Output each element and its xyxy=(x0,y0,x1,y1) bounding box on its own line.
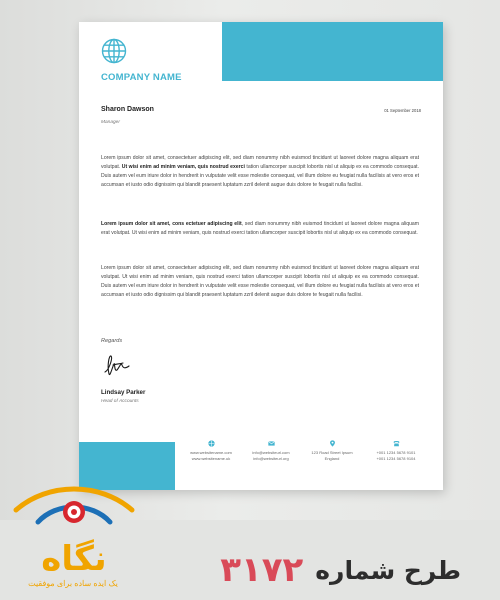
header-accent-band xyxy=(222,22,443,81)
contact-phone xyxy=(365,440,427,462)
paragraph-bold-text: Lorem ipsum dolor sit amet, cons ectetuer adipiscing elit xyxy=(101,221,242,227)
logo-wordmark: نگاه xyxy=(41,539,107,579)
design-word: طرح شماره xyxy=(315,555,461,585)
body-paragraph-3: Lorem ipsum dolor sit amet, consectetuer adipiscing elit, sed diam nonummy nibh euismod tincidunt ut laoreet dolore magna aliquam erat volutpat. Ut wisi enim ad minim veniam, quis nostrud exerci tation ullamcorper suscipit lobortis nisl ut aliquip ex ea commodo consequat. Duis autem vel eum iriure dolor in hendrerit in vulputate velit esse molestie consequat, vel illum dolore eu feugiat nulla facilisis at vero eros et accumsan et iusto odio dignissim qui blandit praesent luptatum zzril delenit augue duis dolore te feugait nulla facilisi. xyxy=(101,265,419,298)
contact-line: info@websiteurl.org xyxy=(253,456,289,461)
contact-web xyxy=(180,440,242,462)
sender-role: Manager xyxy=(101,120,120,125)
body-paragraph-1 xyxy=(101,154,419,190)
paragraph-text: tation ullamcorper suscipit lobortis nisl ut aliquip ex ea commodo consequat. Duis autem vel eum iriure dolor in hendrerit in vulputate velit esse molestie consequat, vel illum dolore eu feugiat nulla facilisis at vero eros et accumsan et iusto odio dignissim qui blandit praesent luptatum zzril delenit augue duis dolore te feugait nulla facilisi. xyxy=(101,163,420,188)
contact-email xyxy=(240,440,302,462)
body-paragraph-2 xyxy=(101,220,419,238)
email-icon xyxy=(268,440,275,447)
paragraph-text: Lorem ipsum dolor sit amet, consectetuer adipiscing elit, sed diam nonummy nibh euismod tincidunt ut laoreet dolore magna aliquam erat volutpat. xyxy=(101,155,419,170)
web-icon xyxy=(208,440,215,447)
brand-logo xyxy=(8,470,140,590)
contact-line: 123 Road Street Ipsum xyxy=(311,450,353,455)
design-number-label xyxy=(199,546,461,594)
design-number: ۳۱۷۲ xyxy=(220,550,304,590)
paragraph-text: , sed diam nonummy nibh euismod tincidunt ut laoreet dolore magna aliquam erat volutpat. Ut wisi enim ad minim veniam, quis nostrud exerci tation ullamcorper suscipit lobortis nisl ut aliquip ex ea commodo consequat. xyxy=(101,221,419,236)
signer-role: Head of Accounts xyxy=(101,399,139,404)
contact-line: www.websitename.com xyxy=(190,450,232,455)
contact-line: +001 1234 5678 9104 xyxy=(376,456,416,461)
sender-name: Sharon Dawson xyxy=(101,106,154,113)
signer-name: Lindsay Parker xyxy=(101,389,146,396)
contact-line: www.websitename.uk xyxy=(191,456,231,461)
paragraph-bold-text: Ut wisi enim ad minim veniam, quis nostrud exerci xyxy=(121,163,245,170)
contact-line: +001 1234 5678 9101 xyxy=(376,450,416,455)
contact-line: England xyxy=(324,456,340,461)
location-icon xyxy=(329,440,336,447)
contact-address xyxy=(301,440,363,462)
contact-line: info@websiteurl.com xyxy=(252,450,290,455)
letter-date: 01 September 2018 xyxy=(384,108,421,113)
handwritten-signature xyxy=(99,350,139,382)
closing-regards: Regards xyxy=(101,338,123,344)
logo-tagline: یک ایده ساده برای موفقیت xyxy=(28,579,118,588)
company-name: COMPANY NAME xyxy=(101,72,182,83)
globe-icon xyxy=(101,38,127,64)
phone-icon xyxy=(393,440,400,447)
letterhead-page xyxy=(79,22,443,490)
